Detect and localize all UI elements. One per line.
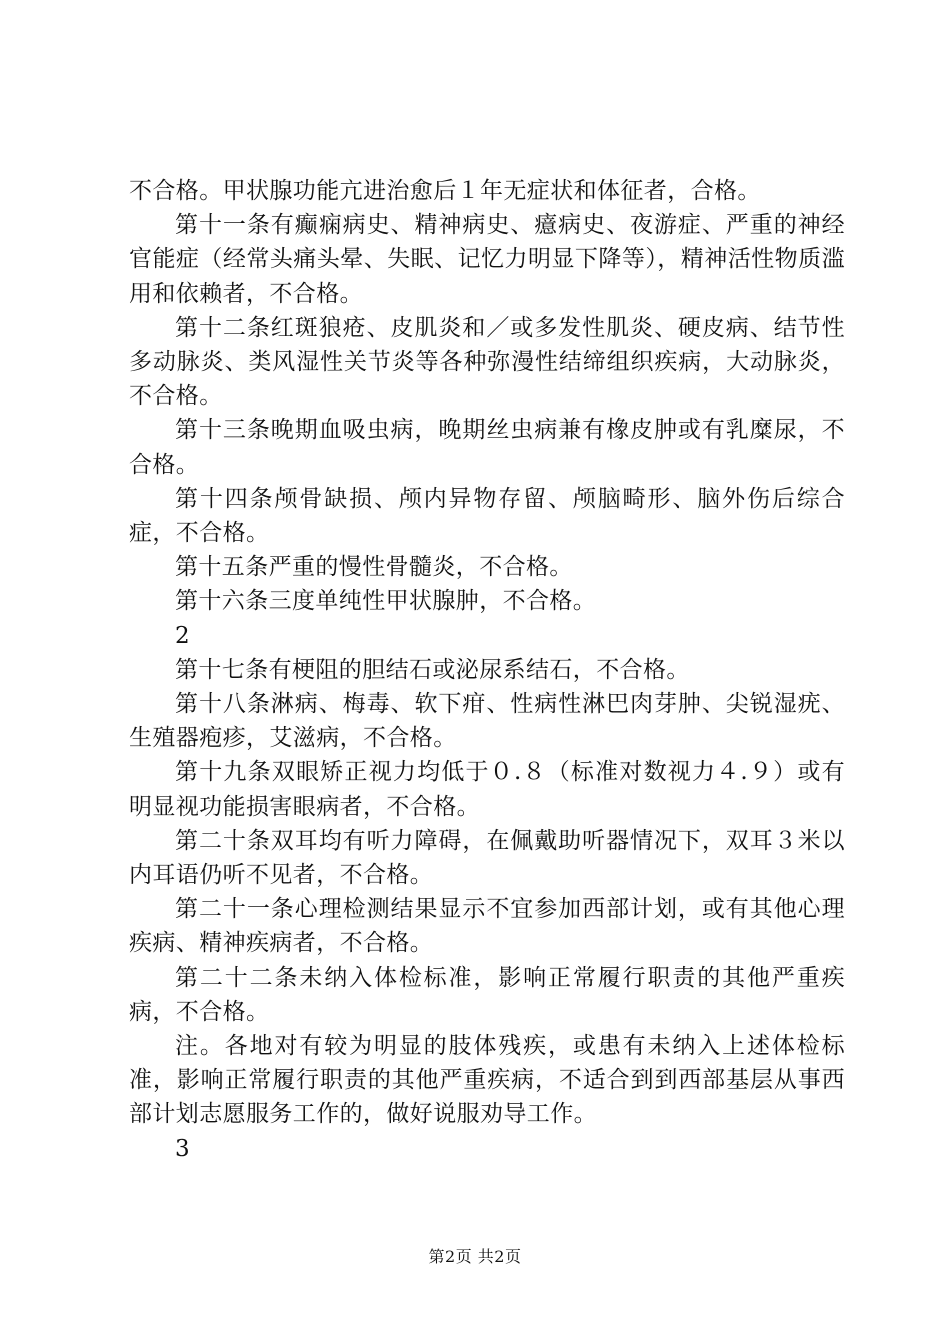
article-15: 第十五条严重的慢性骨髓炎，不合格。 — [175, 554, 573, 581]
article-14: 第十四条颅骨缺损、颅内异物存留、颅脑畸形、脑外伤后综合症，不合格。 — [129, 485, 845, 547]
article-17: 第十七条有梗阻的胆结石或泌尿系结石，不合格。 — [175, 656, 690, 683]
article-12: 第十二条红斑狼疮、皮肌炎和／或多发性肌炎、硬皮病、结节性多动脉炎、类风湿性关节炎等各种弥漫性结缔组织疾病，大动脉炎，不合格。 — [129, 314, 845, 410]
inline-page-number: 3 — [175, 1135, 191, 1162]
document-body — [129, 174, 845, 1166]
article-13: 第十三条晚期血吸虫病，晚期丝虫病兼有橡皮肿或有乳糜尿，不合格。 — [129, 417, 845, 478]
article-16: 第十六条三度单纯性甲状腺肿，不合格。 — [175, 588, 597, 615]
article-11: 第十一条有癫痫病史、精神病史、癔病史、夜游症、严重的神经官能症（经常头痛头晕、失眠、记忆力明显下降等），精神活性物质滥用和依赖者，不合格。 — [129, 212, 845, 307]
article-19: 第十九条双眼矫正视力均低于０.８（标准对数视力４.９）或有明显视功能损害眼病者，不合格。 — [129, 759, 845, 820]
article-22: 第二十二条未纳入体检标准，影响正常履行职责的其他严重疾病，不合格。 — [129, 964, 845, 1025]
article-21: 第二十一条心理检测结果显示不宜参加西部计划，或有其他心理疾病、精神疾病者，不合格。 — [129, 896, 845, 957]
paragraph-continuation: 不合格。甲状腺功能亢进治愈后１年无症状和体征者，合格。 — [129, 178, 761, 204]
article-20: 第二十条双耳均有听力障碍，在佩戴助听器情况下，双耳３米以内耳语仍听不见者，不合格。 — [129, 827, 845, 889]
note-paragraph: 注。各地对有较为明显的肢体残疾，或患有未纳入上述体检标准，影响正常履行职责的其他严重疾病，不适合到到西部基层从事西部计划志愿服务工作的，做好说服劝导工作。 — [129, 1033, 845, 1128]
article-18: 第十八条淋病、梅毒、软下疳、性病性淋巴肉芽肿、尖锐湿疣、生殖器疱疹，艾滋病，不合格。 — [129, 691, 845, 752]
page-footer: 第2页 共2页 — [428, 1247, 522, 1266]
inline-page-number: 2 — [175, 622, 191, 649]
